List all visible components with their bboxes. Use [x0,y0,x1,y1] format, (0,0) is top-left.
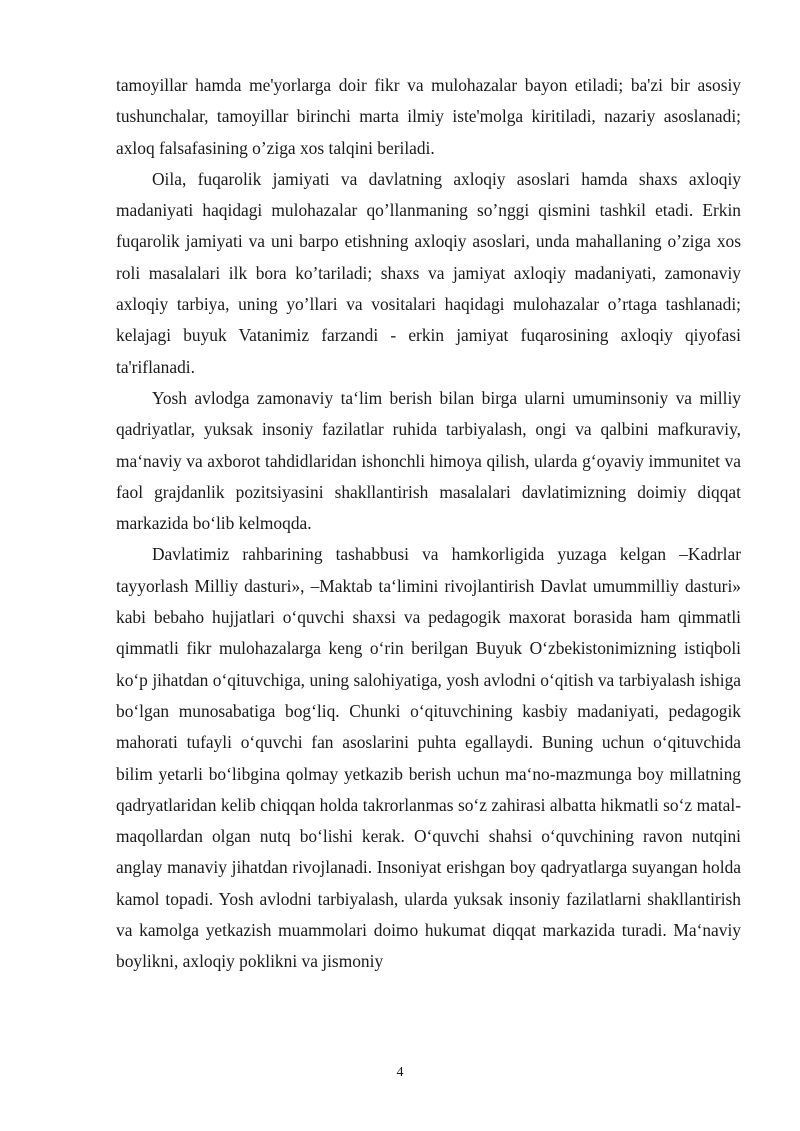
paragraph-youth-education: Yosh avlodga zamonaviy ta‘lim berish bilan birga ularni umuminsoniy va milliy qadriyatlar, yuksak insoniy fazilatlar ruhida tarbiyalash, ongi va qalbini mafkuraviy, ma‘naviy va axborot tahdidlaridan ishonchli himoya qilish, ularda g‘oyaviy immunitet va faol grajdanlik pozitsiyasini shakllantirish masalalari davlatimizning doimiy diqqat markazida bo‘lib kelmoqda. [116,387,741,534]
page-number: 4 [396,1065,404,1080]
paragraph-state-programs: Davlatimiz rahbarining tashabbusi va hamkorligida yuzaga kelgan –Kadrlar tayyorlash Milliy dasturi», –Maktab ta‘limini rivojlantirish Davlat umummilliy dasturi» kabi bebaho hujjatlari o‘quvchi shaxsi va pedagogik maxorat borasida ham qimmatli qimmatli fikr mulohazalarga keng o‘rin berilgan Buyuk O‘zbekistonimizning istiqboli ko‘p jihatdan o‘qituvchiga, uning salohiyatiga, yosh avlodni o‘qitish va tarbiyalash ishiga bo‘lgan munosabatiga bog‘liq. Chunki o‘qituvchining kasbiy madaniyati, pedagogik mahorati tufayli o‘quvchi fan asoslarini puhta egallaydi. Buning uchun o‘qituvchida bilim yetarli bo‘libgina qolmay yetkazib berish uchun ma‘no-mazmunga boy millatning qadryatlaridan kelib chiqqan holda takrorlanmas so‘z zahirasi albatta hikmatli so‘z matal-maqollardan olgan nutq bo‘lishi kerak. O‘quvchi shahsi o‘quvchining ravon nutqini anglay manaviy jihatdan rivojlanadi. Insoniyat erishgan boy qadryatlarga suyangan holda kamol topadi. Yosh avlodni tarbiyalash, ularda yuksak insoniy fazilatlarni shakllantirish va kamolga yetkazish muammolari doimo hukumat diqqat markazida turadi. Ma‘naviy boylikni, axloqiy poklikni va jismoniy [116,544,741,972]
body-text [116,70,741,978]
paragraph-family-society: Oila, fuqarolik jamiyati va davlatning axloqiy asoslari hamda shaxs axloqiy madaniyati haqidagi mulohazalar qo’llanmaning so’nggi qismini tashkil etadi. Erkin fuqarolik jamiyati va uni barpo etishning axloqiy asoslari, unda mahallaning o’ziga xos roli masalalari ilk bora ko’tariladi; shaxs va jamiyat axloqiy madaniyati, zamonaviy axloqiy tarbiya, uning yo’llari va vositalari haqidagi mulohazalar o’rtaga tashlanadi; kelajagi buyuk Vatanimiz farzandi - erkin jamiyat fuqarosining axloqiy qiyofasi ta'riflanadi. [116,168,741,377]
paragraph-continuation: tamoyillar hamda me'yorlarga doir fikr va mulohazalar bayon etiladi; ba'zi bir asosiy tushunchalar, tamoyillar birinchi marta ilmiy iste'molga kiritiladi, nazariy asoslanadi; axloq falsafasining o’ziga xos talqini beriladi. [116,75,741,158]
